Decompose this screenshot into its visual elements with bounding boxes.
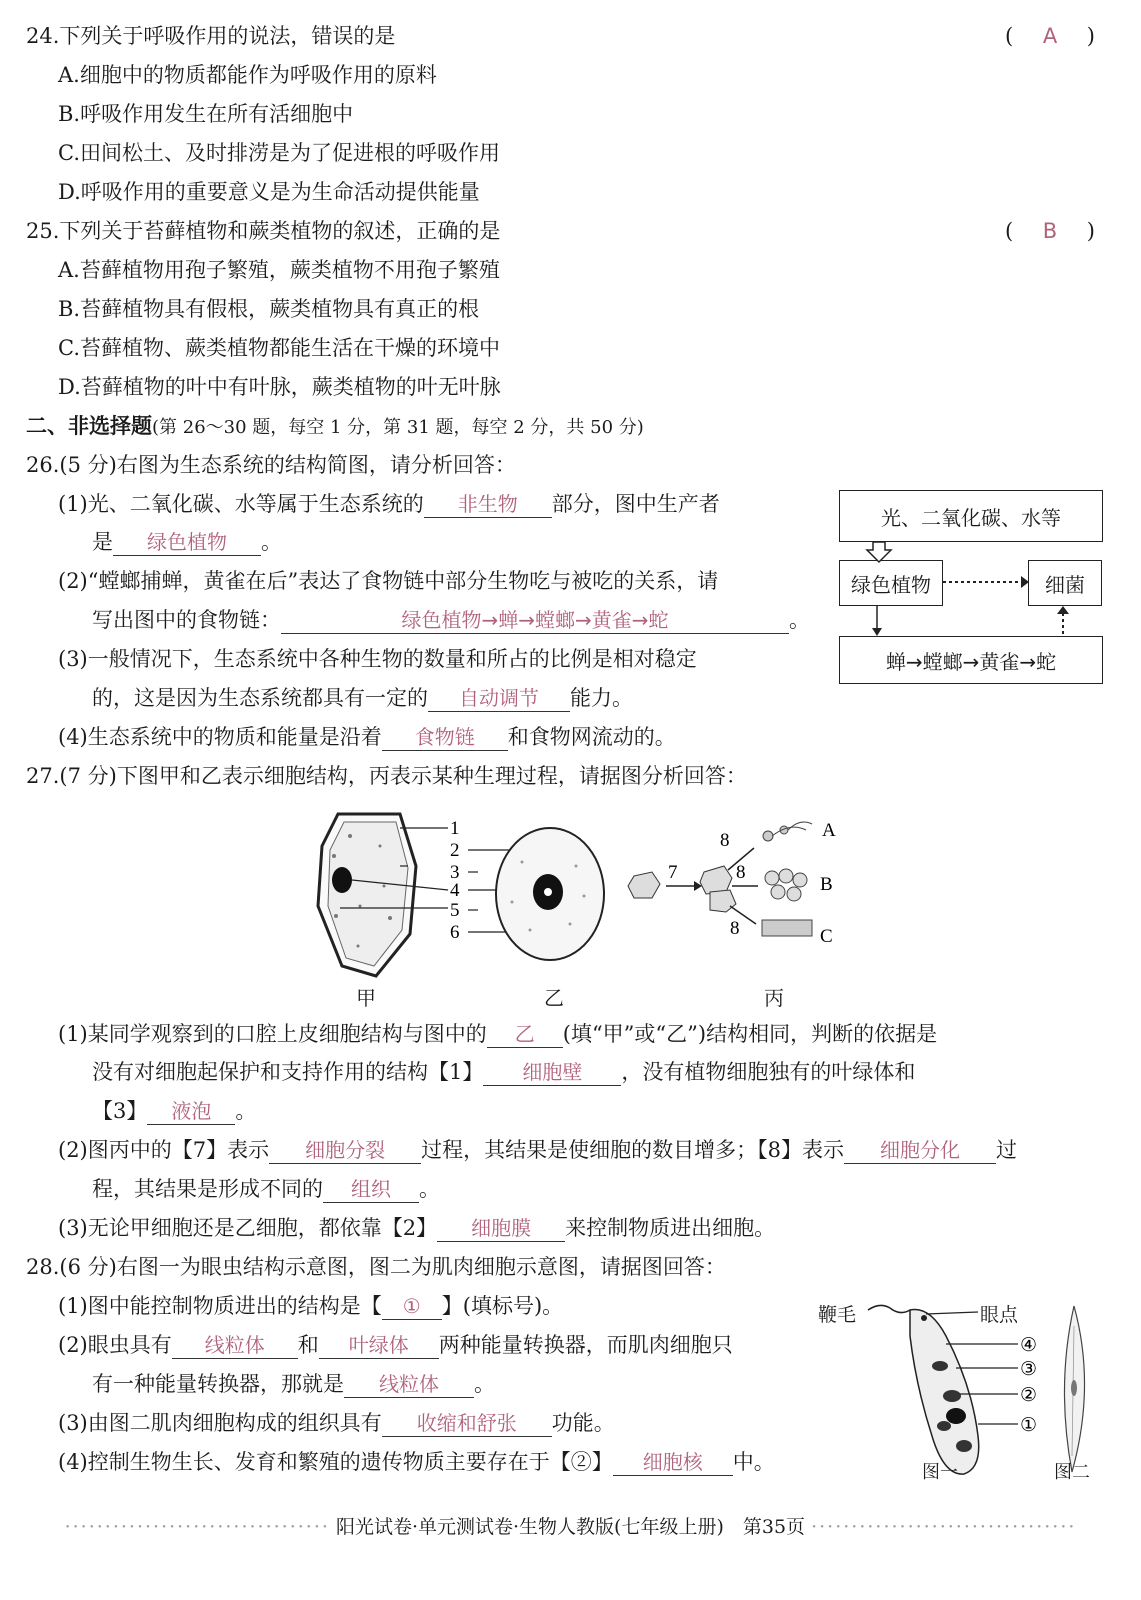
q28-answer-3: 叶绿体 bbox=[319, 1332, 439, 1359]
q26-part1-line2 bbox=[92, 528, 282, 556]
q27-answer-7: 细胞膜 bbox=[437, 1215, 565, 1242]
q27-part2-line2 bbox=[92, 1175, 440, 1203]
q25-stem: 25.下列关于苔藓植物和蕨类植物的叙述，正确的是 bbox=[26, 219, 501, 243]
q27-p1a: (1)某同学观察到的口腔上皮细胞结构与图中的 bbox=[58, 1022, 487, 1046]
cell-label-6: 6 bbox=[450, 922, 460, 943]
q28-answer-5: 收缩和舒张 bbox=[382, 1410, 552, 1437]
q24-stem: 24.下列关于呼吸作用的说法，错误的是 bbox=[26, 24, 396, 48]
label-flagellum: 鞭毛 bbox=[818, 1304, 857, 1326]
euglena-label-1: ① bbox=[1020, 1415, 1038, 1436]
q28-part2-line1 bbox=[58, 1331, 733, 1359]
q28-p2e: 。 bbox=[474, 1372, 495, 1396]
q26-part2-line1: (2)“螳螂捕蝉，黄雀在后”表达了食物链中部分生物吃与被吃的关系，请 bbox=[58, 569, 719, 593]
q28-p4b: 中。 bbox=[732, 1450, 775, 1474]
q27-p2d: 程，其结果是形成不同的 bbox=[92, 1177, 323, 1201]
q26-p4b: 和食物网流动的。 bbox=[507, 725, 676, 749]
q28-p2a: (2)眼虫具有 bbox=[58, 1333, 172, 1357]
q27-p1b: (填“甲”或“乙”)结构相同，判断的依据是 bbox=[562, 1022, 938, 1046]
q26-p1d: 。 bbox=[261, 530, 282, 554]
q26-answer-4: 自动调节 bbox=[428, 685, 570, 712]
q28-answer-2: 线粒体 bbox=[172, 1332, 298, 1359]
caption-bing: 丙 bbox=[764, 986, 784, 1010]
q24-option-b: B.呼吸作用发生在所有活细胞中 bbox=[58, 102, 354, 126]
proc-label-8c: 8 bbox=[730, 918, 740, 939]
q28-answer-1: ① bbox=[382, 1293, 442, 1320]
footer-dots-right: ································· bbox=[811, 1516, 1077, 1538]
q26-answer-3: 绿色植物→蝉→螳螂→黄雀→蛇 bbox=[281, 607, 789, 634]
q27-part2-line1 bbox=[58, 1136, 1017, 1164]
q27-part1-line2 bbox=[92, 1058, 915, 1086]
q26-part3-line1: (3)一般情况下，生态系统中各种生物的数量和所占的比例是相对稳定 bbox=[58, 647, 697, 671]
cell-label-2: 2 bbox=[450, 840, 460, 861]
q26-answer-2: 绿色植物 bbox=[113, 529, 261, 556]
cell-label-4: 4 bbox=[450, 880, 460, 901]
footer-dots-left: ································· bbox=[64, 1516, 330, 1538]
q27-part3-line1 bbox=[58, 1214, 775, 1242]
q26-p3c: 能力。 bbox=[570, 686, 633, 710]
q27-stem: 27.(7 分)下图甲和乙表示细胞结构，丙表示某种生理过程，请据图分析回答： bbox=[26, 764, 747, 788]
q28-part2-line2 bbox=[92, 1370, 495, 1398]
q24-answer-paren: ( A ) bbox=[1005, 24, 1095, 48]
caption-jia: 甲 bbox=[356, 986, 376, 1010]
q27-p1e: 【3】 bbox=[92, 1099, 148, 1123]
q28-stem: 28.(6 分)右图一为眼虫结构示意图，图二为肌肉细胞示意图，请据图回答： bbox=[26, 1255, 726, 1279]
q28-p1b: 】(填标号)。 bbox=[441, 1294, 564, 1318]
q27-p1c: 没有对细胞起保护和支持作用的结构【1】 bbox=[92, 1060, 484, 1084]
q28-p4a: (4)控制生物生长、发育和繁殖的遗传物质主要存在于【②】 bbox=[58, 1450, 613, 1474]
q25-option-a: A.苔藓植物用孢子繁殖，蕨类植物不用孢子繁殖 bbox=[58, 258, 500, 282]
cell-label-1: 1 bbox=[450, 818, 460, 839]
q28-p2c: 两种能量转换器，而肌肉细胞只 bbox=[438, 1333, 733, 1357]
q26-answer-1: 非生物 bbox=[424, 491, 552, 518]
q26-p1c: 是 bbox=[92, 530, 113, 554]
q28-p3b: 功能。 bbox=[551, 1411, 615, 1435]
cell-figure-svg bbox=[300, 806, 860, 1006]
euglena-label-2: ② bbox=[1020, 1385, 1038, 1406]
q25-option-c: C.苔藓植物、蕨类植物都能生活在干燥的环境中 bbox=[58, 336, 500, 360]
q26-p2b: 写出图中的食物链： bbox=[92, 608, 281, 632]
section2-title: 二、非选择题 bbox=[26, 413, 152, 438]
section2-note: (第 26～30 题，每空 1 分，第 31 题，每空 2 分，共 50 分) bbox=[152, 417, 644, 438]
caption-fig1: 图一 bbox=[922, 1462, 958, 1483]
q26-p1a: (1)光、二氧化碳、水等属于生态系统的 bbox=[58, 492, 424, 516]
q27-p2e: 。 bbox=[419, 1177, 440, 1201]
q25-option-d: D.苔藓植物的叶中有叶脉，蕨类植物的叶无叶脉 bbox=[58, 375, 501, 399]
q26-p4a: (4)生态系统中的物质和能量是沿着 bbox=[58, 725, 382, 749]
q28-part3-line1 bbox=[58, 1409, 615, 1437]
page-footer bbox=[0, 1512, 1141, 1539]
diagram-bacteria-box: 细菌 bbox=[1028, 560, 1102, 606]
q26-part3-line2 bbox=[92, 684, 633, 712]
q28-answer-4: 线粒体 bbox=[344, 1371, 474, 1398]
section2-heading bbox=[26, 412, 644, 440]
q28-p1a: (1)图中能控制物质进出的结构是【 bbox=[58, 1294, 382, 1318]
q27-p2c: 过 bbox=[995, 1138, 1017, 1162]
q25-answer: B bbox=[1042, 219, 1058, 243]
proc-label-8b: 8 bbox=[736, 862, 746, 883]
q28-p2d: 有一种能量转换器，那就是 bbox=[92, 1372, 344, 1396]
diagram-abiotic-box: 光、二氧化碳、水等 bbox=[839, 490, 1103, 542]
diagram-arrows bbox=[839, 538, 1103, 638]
q27-p2b: 过程，其结果是使细胞的数目增多；【8】表示 bbox=[421, 1138, 844, 1162]
q25-answer-paren: ( B ) bbox=[1005, 219, 1095, 243]
cell-label-5: 5 bbox=[450, 900, 460, 921]
q24-option-a: A.细胞中的物质都能作为呼吸作用的原料 bbox=[58, 63, 437, 87]
q24-answer: A bbox=[1042, 24, 1058, 48]
q28-answer-6: 细胞核 bbox=[613, 1449, 733, 1476]
proc-label-A: A bbox=[822, 820, 836, 841]
q27-p3a: (3)无论甲细胞还是乙细胞，都依靠【2】 bbox=[58, 1216, 438, 1240]
proc-label-8a: 8 bbox=[720, 830, 730, 851]
q27-p1f: 。 bbox=[235, 1099, 257, 1123]
q28-part4-line1 bbox=[58, 1448, 775, 1476]
q28-p2b: 和 bbox=[297, 1333, 319, 1357]
caption-fig2: 图二 bbox=[1054, 1462, 1090, 1483]
label-eyespot: 眼点 bbox=[980, 1304, 1019, 1326]
euglena-label-3: ③ bbox=[1020, 1359, 1038, 1380]
q27-p1d: ，没有植物细胞独有的叶绿体和 bbox=[621, 1060, 916, 1084]
q27-part1-line3 bbox=[92, 1097, 256, 1125]
q24-option-d: D.呼吸作用的重要意义是为生命活动提供能量 bbox=[58, 180, 480, 204]
q28-part1-line1 bbox=[58, 1292, 563, 1320]
q27-p3b: 来控制物质进出细胞。 bbox=[565, 1216, 776, 1240]
q28-p3a: (3)由图二肌肉细胞构成的组织具有 bbox=[58, 1411, 382, 1435]
q24-option-c: C.田间松土、及时排涝是为了促进根的呼吸作用 bbox=[58, 141, 500, 165]
q27-p2a: (2)图丙中的【7】表示 bbox=[58, 1138, 270, 1162]
q26-stem: 26.(5 分)右图为生态系统的结构简图，请分析回答： bbox=[26, 453, 516, 477]
caption-yi: 乙 bbox=[544, 986, 564, 1010]
q26-p3b: 的，这是因为生态系统都具有一定的 bbox=[92, 686, 428, 710]
q26-part4-line1 bbox=[58, 723, 676, 751]
diagram-plant-box: 绿色植物 bbox=[839, 560, 943, 606]
proc-label-7: 7 bbox=[668, 862, 678, 883]
q27-answer-4: 细胞分裂 bbox=[269, 1137, 421, 1164]
proc-label-C: C bbox=[820, 926, 833, 947]
q26-p2c: 。 bbox=[789, 608, 810, 632]
q27-answer-6: 组织 bbox=[323, 1176, 419, 1203]
q27-answer-3: 液泡 bbox=[147, 1098, 235, 1125]
q27-answer-1: 乙 bbox=[487, 1021, 563, 1048]
q26-p1b: 部分，图中生产者 bbox=[551, 492, 720, 516]
q26-part2-line2 bbox=[92, 606, 810, 634]
proc-label-B: B bbox=[820, 874, 833, 895]
q27-part1-line1 bbox=[58, 1020, 937, 1048]
q26-part1-line1 bbox=[58, 490, 720, 518]
euglena-label-4: ④ bbox=[1020, 1335, 1038, 1356]
footer-text: 阳光试卷·单元测试卷·生物人教版(七年级上册) 第35页 bbox=[335, 1516, 806, 1538]
q25-option-b: B.苔藓植物具有假根，蕨类植物具有真正的根 bbox=[58, 297, 480, 321]
q26-answer-5: 食物链 bbox=[382, 724, 508, 751]
q27-answer-2: 细胞壁 bbox=[483, 1059, 621, 1086]
q27-answer-5: 细胞分化 bbox=[844, 1137, 996, 1164]
cell-label-3: 3 bbox=[450, 862, 460, 883]
diagram-chain-box: 蝉→螳螂→黄雀→蛇 bbox=[839, 636, 1103, 684]
